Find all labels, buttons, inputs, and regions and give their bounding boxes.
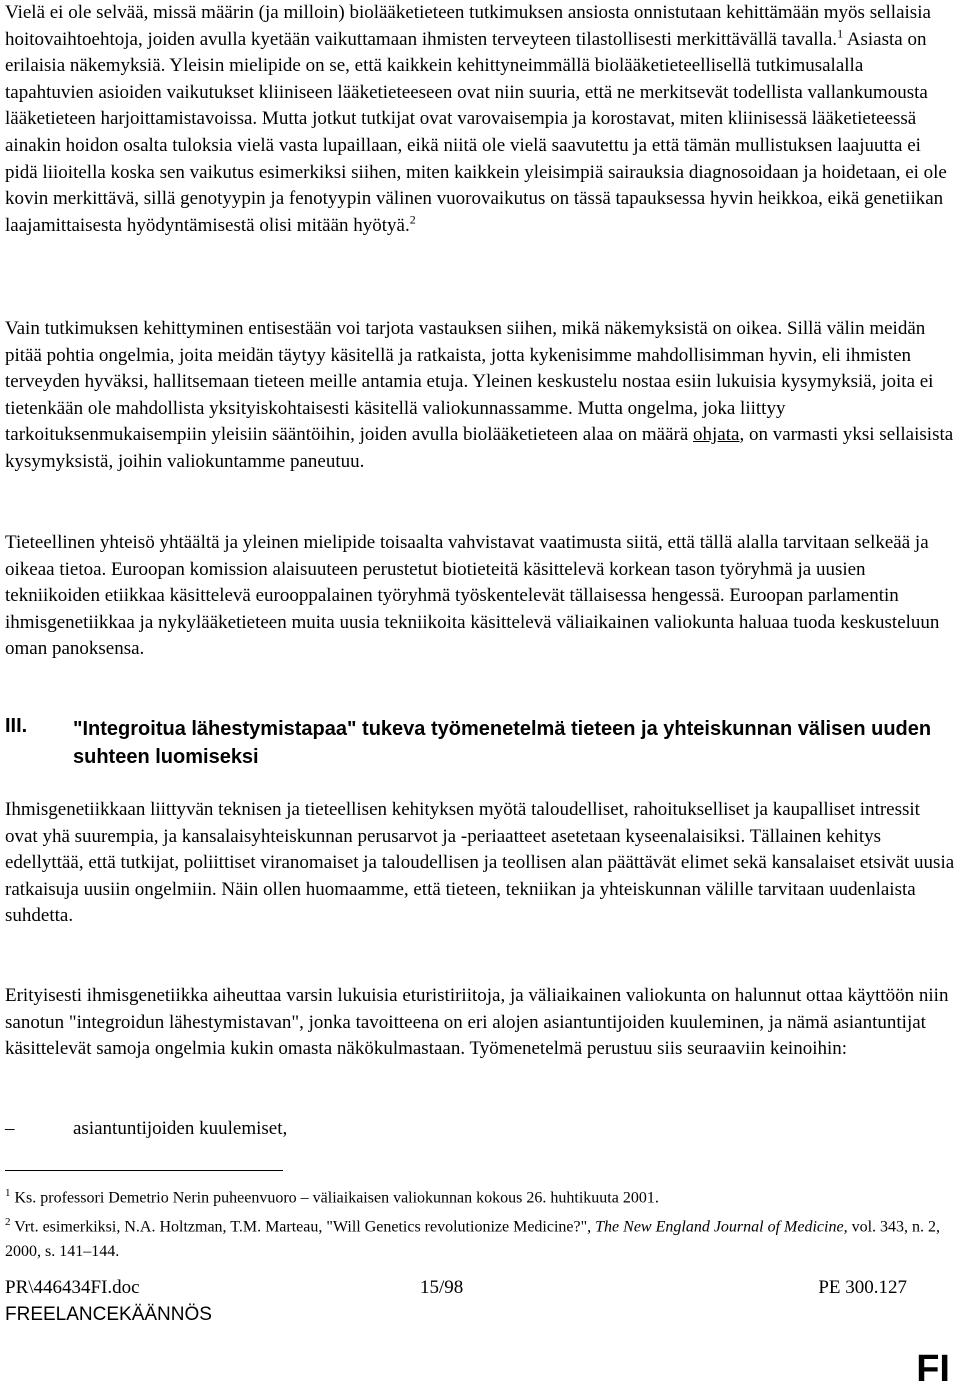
footnote-1-mark: 1 — [5, 1187, 11, 1199]
footnote-divider — [5, 1170, 283, 1171]
list-item — [5, 1116, 955, 1142]
paragraph-1 — [5, 0, 955, 239]
section-title: "Integroitua lähestymistapaa" tukeva työmenetelmä tieteen ja yhteiskunnan välisen uuden suhteen luomiseksi — [73, 718, 932, 768]
list-dash: – — [5, 1118, 15, 1139]
underlined-word: ohjata — [693, 424, 740, 446]
list-item-text: asiantuntijoiden kuulemiset, — [73, 1118, 288, 1139]
footnote-1 — [5, 1181, 955, 1210]
footer-doc-name: PR\446434FI.doc — [5, 1277, 140, 1298]
paragraph-5: Erityisesti ihmisgenetiikka aiheuttaa varsin lukuisia eturistiriitoja, ja väliaikainen valiokunta on halunnut ottaa käyttöön niin sanotun "integroidun lähestymistavan", jonka tavoitteena on eri alojen asiantuntijoiden kuuleminen, ja nämä asiantuntijat käsittelevät samoja ongelmia kukin omasta näkökulmastaan. Työmenetelmä perustuu siis seuraaviin keinoihin: — [5, 985, 949, 1060]
paragraph-1-text-b: Asiasta on erilaisia näkemyksiä. Yleisin mielipide on se, että kaikkein kehittyneimmällä biolääketieteellisellä tutkimusalalla tapahtuvien asioiden vaikutukset kliiniseen lääketieteeseen ovat niin suuria, että ne merkitsevät todellista vallankumousta lääketieteen harjoittamistavoissa. Mutta jotkut tutkijat ovat varovaisempia ja korostavat, miten kliinisessä lääketieteessä ainakin hoidon osalta tuloksia vielä vasta lupaillaan, eikä niitä ole vielä saavutettu ja että tämän mullistuksen laajuutta ei pidä liioitella koska sen vaikutus esimerkiksi siihen, miten kaikkein yleisimpiä sairauksia diagnosoidaan ja hoidetaan, ei ole kovin merkittävä, sillä genotyypin ja fenotyypin välinen vuorovaikutus on tässä tapauksessa hyvin heikkoa, eikä genetiikan laajamittaisesta hyödyntämisestä olisi mitään hyötyä. — [5, 28, 947, 236]
footnote-2-text-a: Vrt. esimerkiksi, N.A. Holtzman, T.M. Marteau, "Will Genetics revolutionize Medicine?", — [10, 1218, 596, 1236]
paragraph-2-text-b: , on varmasti yksi sellaisista kysymyksistä, joihin valiokuntamme paneutuu. — [5, 424, 954, 472]
footnote-ref-2[interactable]: 2 — [409, 212, 416, 227]
paragraph-2-text-a: Vain tutkimuksen kehittyminen entisestään voi tarjota vastauksen siihen, mikä näkemyksistä on oikea. Sillä välin meidän pitää pohtia ongelmia, joita meidän täytyy käsitellä ja ratkaista, jotta kykenisimme mahdollisimman hyvin, eli ihmisten terveyden hyväksi, hallitsemaan tieteen meille antamia etuja. Yleinen keskustelu nostaa esiin lukuisia kysymyksiä, joita ei tietenkään ole mahdollista yksityiskohtaisesti käsitellä valiokunnassamme. Mutta ongelma, joka liittyy tarkoituksenmukaisempiin yleisiin sääntöihin, joiden avulla biolääketieteen alaa on määrä — [5, 318, 934, 446]
paragraph-2 — [5, 316, 955, 476]
language-code: FI — [916, 1348, 950, 1390]
paragraph-3: Tieteellinen yhteisö yhtäältä ja yleinen mielipide toisaalta vahvistavat vaatimusta siitä, että tällä alalla tarvitaan selkeää ja oikeaa tietoa. Euroopan komission alaisuuteen perustetut biotieteitä käsittelevä korkean tason työryhmä ja uusien tekniikoiden etiikkaa käsittelevä eurooppalainen työryhmä työskentelevät tällaisessa hengessä. Euroopan parlamentin ihmisgenetiikkaa ja nykylääketieteen muita uusia tekniikoita käsittelevä väliaikainen valiokunta haluaa tuoda keskusteluun oman panoksensa. — [5, 532, 940, 660]
footnote-2-text-b: vol. 343, n. 2, 2000, s. 141–144. — [5, 1218, 941, 1260]
footnote-2-mark: 2 — [5, 1216, 11, 1229]
footnote-1-text: Ks. professori Demetrio Nerin puheenvuoro – väliaikaisen valiokunnan kokous 26. huhtikuuta 2001. — [10, 1189, 659, 1207]
footnote-2 — [5, 1210, 955, 1263]
paragraph-1-text-a: Vielä ei ole selvää, missä määrin (ja milloin) biolääketieteen tutkimuksen ansiosta onnistutaan kehittämään myös sellaisia hoitovaihtoehtoja, joiden avulla kyetään vaikuttamaan ihmisten terveyteen tilastollisesti merkittävällä tavalla. — [5, 2, 931, 50]
footer-freelance-label: FREELANCEKÄÄNNÖS — [5, 1304, 212, 1325]
footnotes — [5, 1181, 955, 1264]
footnote-ref-1[interactable]: 1 — [837, 26, 844, 41]
footnote-2-journal: The New England Journal of Medicine, — [595, 1218, 848, 1236]
paragraph-4: Ihmisgenetiikkaan liittyvän teknisen ja tieteellisen kehityksen myötä taloudelliset, rahoitukselliset ja kaupalliset intressit ovat yhä suurempia, ja kansalaisyhteiskunnan perusarvot ja -periaatteet asetetaan kyseenalaisiksi. Tällainen kehitys edellyttää, että tutkijat, poliittiset viranomaiset ja taloudellisen ja teollisen alan päättävät elimet sekä kansalaiset etsivät uusia ratkaisuja uusiin ongelmiin. Näin ollen huomaamme, että tieteen, tekniikan ja yhteiskunnan välille tarvitaan uudenlaista suhdetta. — [5, 799, 955, 927]
footer-pe-number: PE 300.127 — [818, 1277, 907, 1298]
footer-page-number: 15/98 — [420, 1277, 464, 1298]
section-number: III. — [5, 715, 28, 737]
